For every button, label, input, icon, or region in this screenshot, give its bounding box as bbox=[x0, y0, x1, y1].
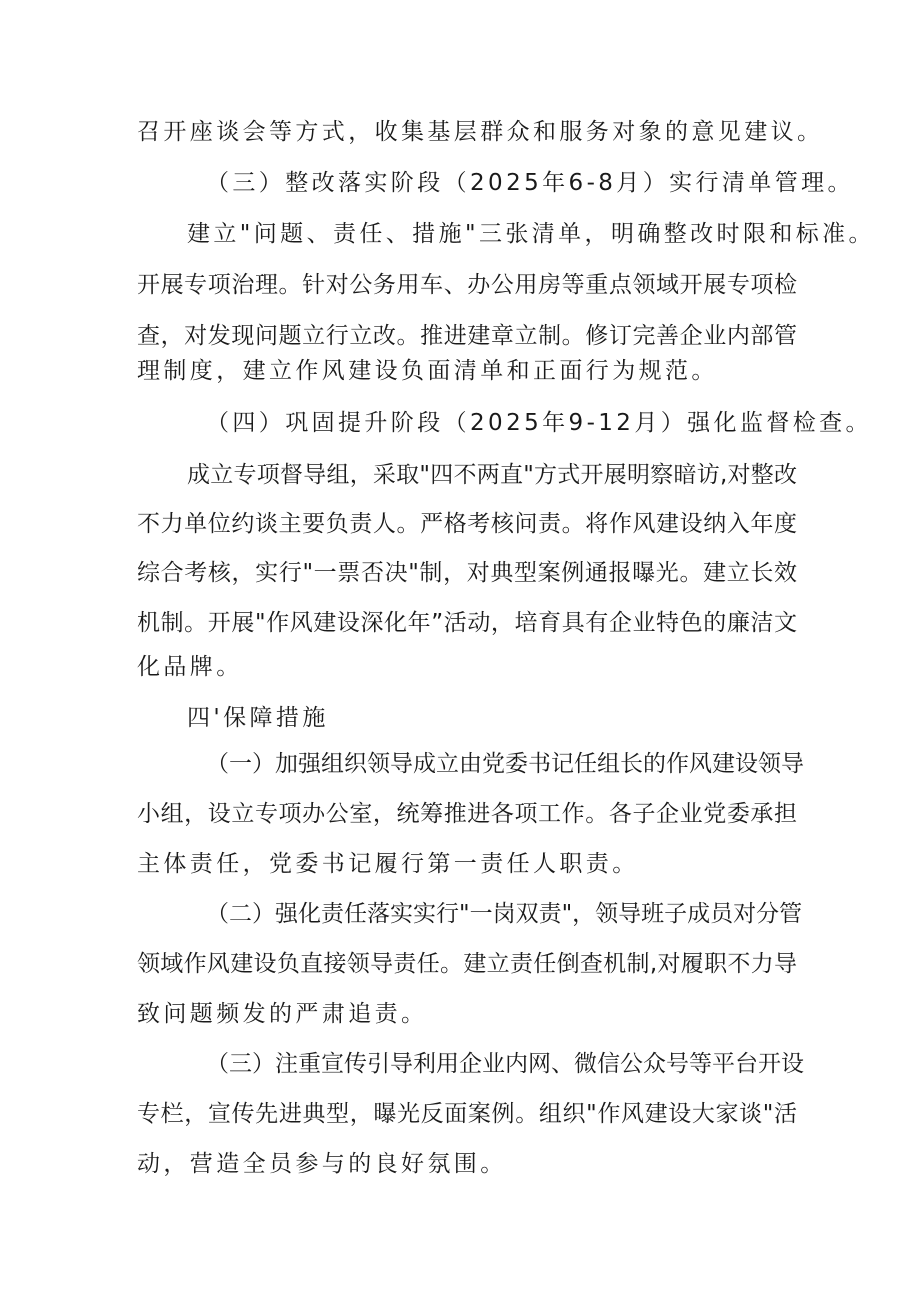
body-line: 理制度，建立作风建设负面清单和正面行为规范。 bbox=[137, 358, 718, 384]
body-line: 建立"问题、责任、措施"三张清单，明确整改时限和标准。 bbox=[187, 221, 875, 247]
body-line: 化品牌。 bbox=[137, 654, 243, 680]
body-line: 小组，设立专项办公室，统筹推进各项工作。各子企业党委承担 bbox=[137, 801, 797, 827]
section-heading: （三）整改落实阶段（2025年6-8月）实行清单管理。 bbox=[206, 170, 854, 196]
body-line: 机制。开展"作风建设深化年”活动，培育具有企业特色的廉洁文 bbox=[137, 610, 797, 636]
body-line: 成立专项督导组，采取"四不两直"方式开展明察暗访,对整改 bbox=[187, 462, 797, 488]
body-line: 召开座谈会等方式，收集基层群众和服务对象的意见建议。 bbox=[137, 119, 824, 145]
body-line: （二）强化责任落实实行"一岗双责"，领导班子成员对分管 bbox=[206, 901, 803, 927]
body-line: 开展专项治理。针对公务用车、办公用房等重点领域开展专项检 bbox=[137, 272, 797, 298]
body-line: （一）加强组织领导成立由党委书记任组长的作风建设领导 bbox=[206, 751, 804, 777]
body-line: 查，对发现问题立行立改。推进建章立制。修订完善企业内部管 bbox=[137, 323, 797, 349]
body-line: 不力单位约谈主要负责人。严格考核问责。将作风建设纳入年度 bbox=[137, 511, 797, 537]
body-line: 领域作风建设负直接领导责任。建立责任倒查机制,对履职不力导 bbox=[137, 951, 797, 977]
chapter-heading: 四'保障措施 bbox=[187, 705, 329, 731]
body-line: 专栏，宣传先进典型，曝光反面案例。组织"作风建设大家谈"活 bbox=[137, 1101, 797, 1127]
body-line: （三）注重宣传引导利用企业内网、微信公众号等平台开设 bbox=[206, 1051, 804, 1077]
section-heading: （四）巩固提升阶段（2025年9-12月）强化监督检查。 bbox=[206, 410, 872, 436]
body-line: 主体责任，党委书记履行第一责任人职责。 bbox=[137, 851, 639, 877]
body-line: 动，营造全员参与的良好氛围。 bbox=[137, 1151, 507, 1177]
body-line: 综合考核，实行"一票否决"制，对典型案例通报曝光。建立长效 bbox=[137, 560, 797, 586]
body-line: 致问题频发的严肃追责。 bbox=[137, 1001, 428, 1027]
